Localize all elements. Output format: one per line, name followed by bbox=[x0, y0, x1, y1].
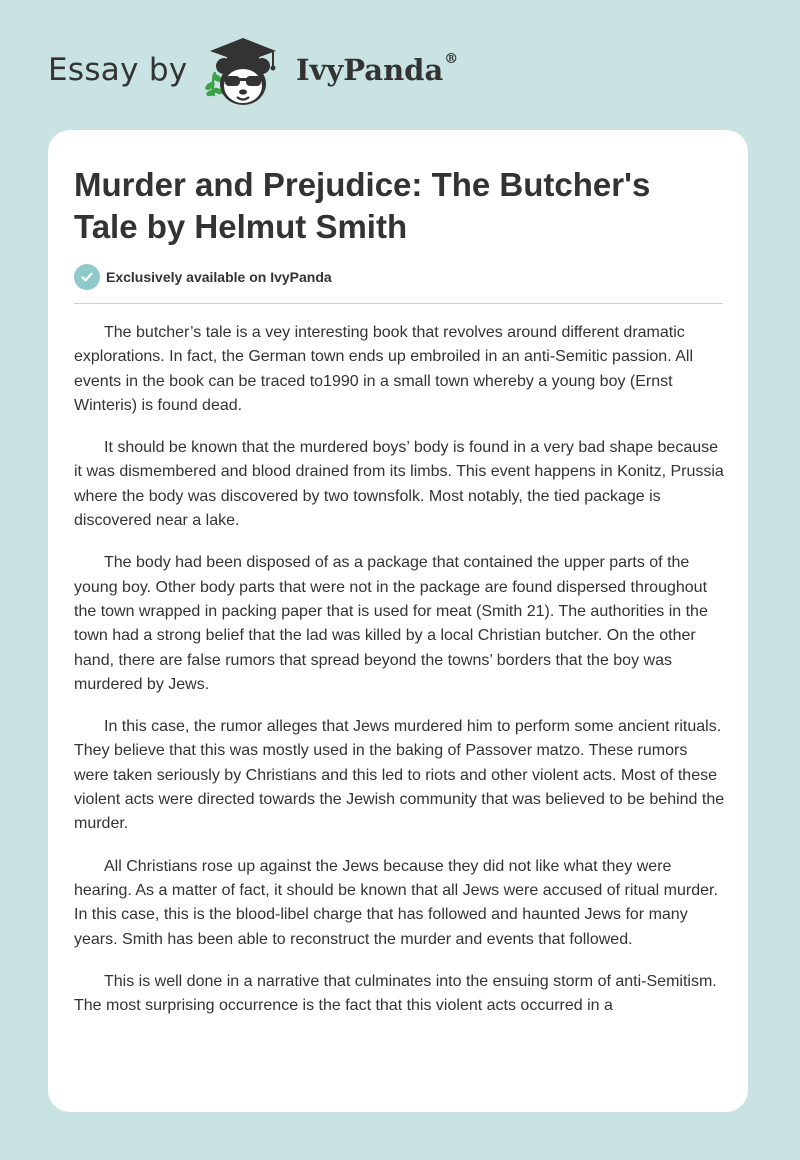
divider bbox=[74, 303, 723, 304]
site-header bbox=[48, 36, 548, 108]
panda-logo-icon[interactable] bbox=[202, 36, 284, 108]
page-title: Murder and Prejudice: The Butcher's Tale by Helmut Smith bbox=[74, 166, 651, 245]
brand-prefix: Essay by bbox=[48, 52, 188, 88]
paragraph: It should be known that the murdered boys’ body is found in a very bad shape because it was dismembered and blood drained from its limbs. This event happens in Konitz, Prussia where the body was discovered by two townsfolk. Most notably, the tied package is discovered near a lake. bbox=[74, 439, 724, 530]
paragraph: The body had been disposed of as a package that contained the upper parts of the young boy. Other body parts that were not in the package are found dispersed throughout the town wrapped in packing paper that is used for meat (Smith 21). The authorities in the town had a strong belief that the lad was killed by a local Christian butcher. On the other hand, there are false rumors that spread beyond the towns’ borders that the boy was murdered by Jews. bbox=[74, 554, 708, 693]
checkmark-icon bbox=[74, 264, 100, 290]
paragraph: The butcher’s tale is a vey interesting book that revolves around different dramatic explorations. In fact, the German town ends up embroiled in an anti-Semitic passion. All events in the book can be traced to1990 in a small town whereby a young boy (Ernst Winteris) is found dead. bbox=[74, 324, 693, 414]
brand-name: IvyPanda® bbox=[296, 51, 459, 87]
paragraph: All Christians rose up against the Jews because they did not like what they were hearing. As a matter of fact, it should be known that all Jews were accused of ritual murder. In this case, this is the blood-libel charge that has followed and haunted Jews for many years. Smith has been able to reconstruct the murder and events that followed. bbox=[74, 857, 718, 948]
essay-body bbox=[74, 321, 726, 1036]
exclusive-label: Exclusively available on IvyPanda bbox=[106, 269, 332, 285]
registered-mark: ® bbox=[444, 51, 459, 67]
exclusive-badge bbox=[74, 264, 332, 290]
paragraph: In this case, the rumor alleges that Jews murdered him to perform some ancient rituals. They believe that this was mostly used in the baking of Passover matzo. These rumors were taken seriously by Christians and this led to riots and other violent acts. Most of these violent acts were directed towards the Jewish community that was believed to be behind the murder. bbox=[74, 718, 725, 833]
paragraph: This is well done in a narrative that culminates into the ensuing storm of anti-Semitism. The most surprising occurrence is the fact that this violent acts occurred in a bbox=[74, 972, 717, 1015]
essay-card bbox=[48, 130, 748, 1112]
